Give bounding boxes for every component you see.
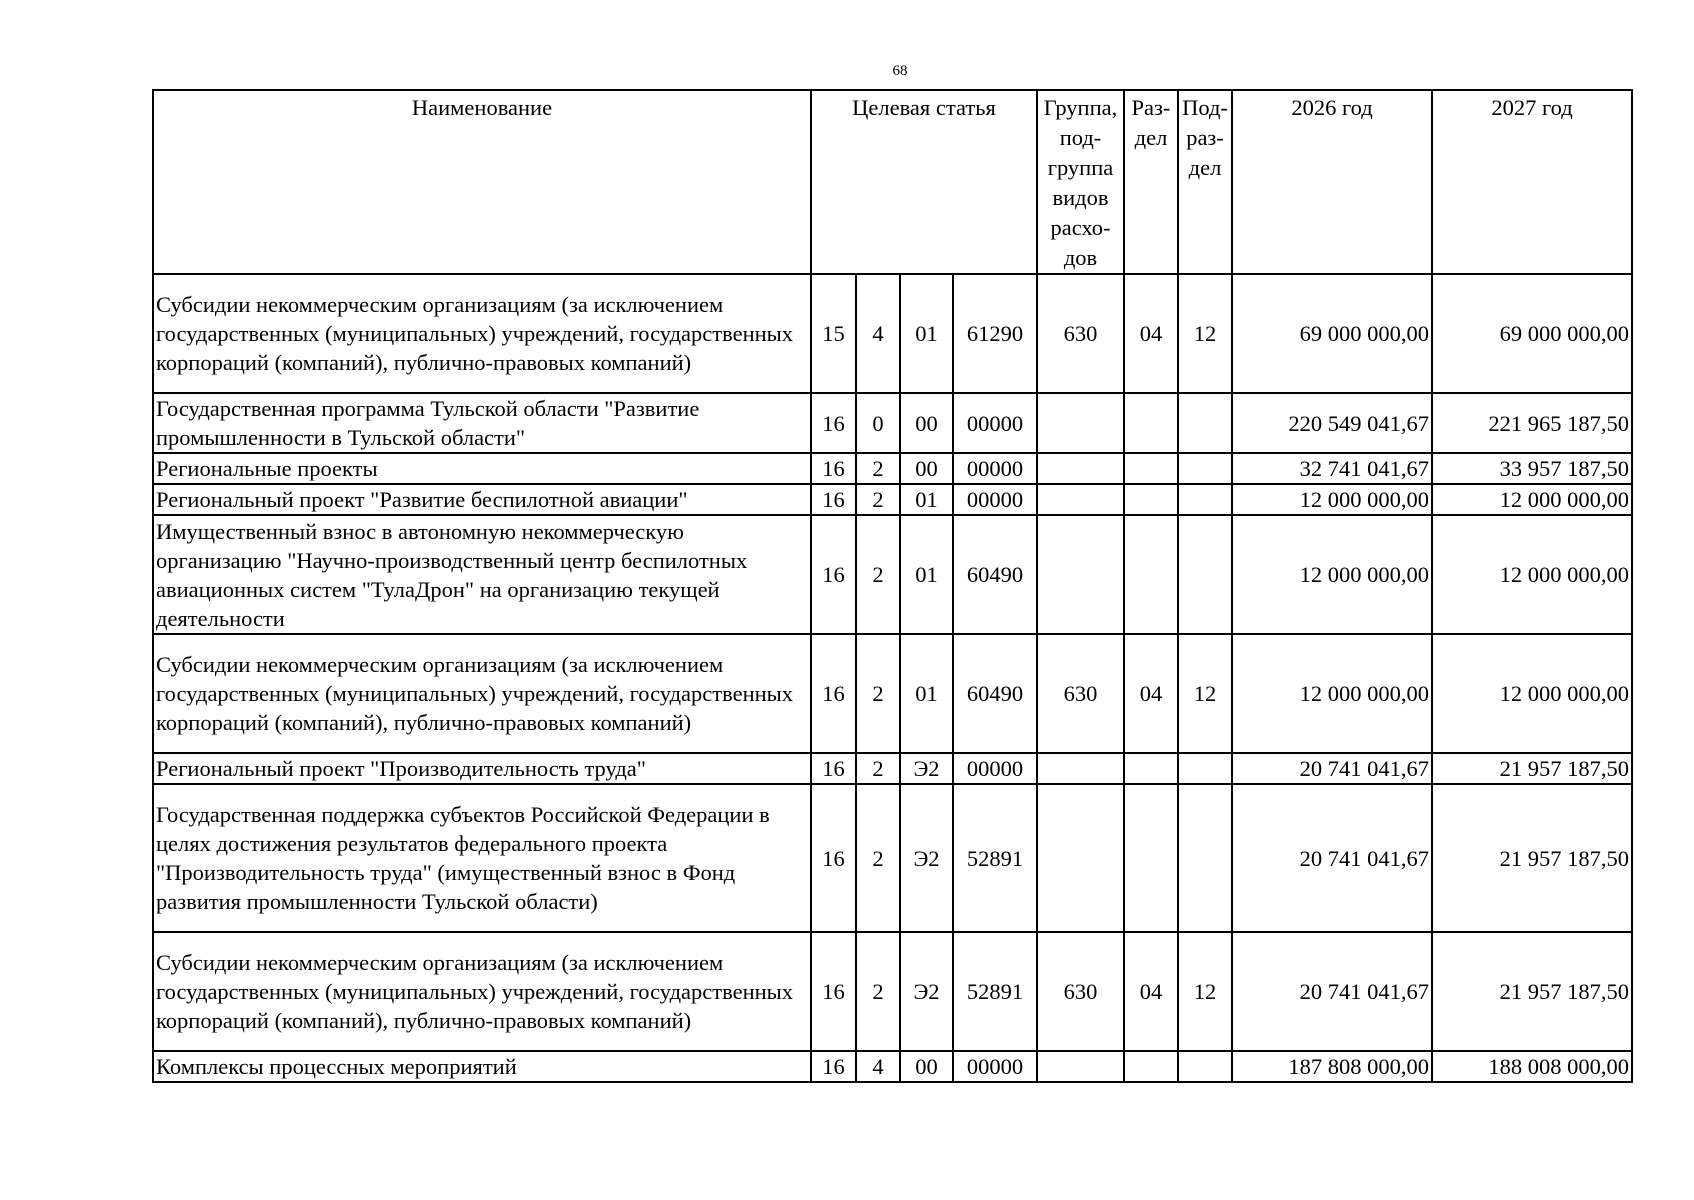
header-expense-group: Группа, под-группа видов расхо-дов	[1037, 90, 1124, 274]
expense-group: 630	[1037, 634, 1124, 753]
code-type: 2	[856, 753, 900, 784]
subsection	[1178, 453, 1232, 484]
header-row	[153, 90, 1632, 274]
expense-group	[1037, 1051, 1124, 1082]
code-direction: 60490	[953, 634, 1037, 753]
row-name: Комплексы процессных мероприятий	[153, 1051, 811, 1082]
amount-2027: 12 000 000,00	[1432, 484, 1632, 515]
amount-2027: 33 957 187,50	[1432, 453, 1632, 484]
amount-2027: 69 000 000,00	[1432, 274, 1632, 393]
amount-2026: 32 741 041,67	[1232, 453, 1432, 484]
code-program: 16	[811, 634, 856, 753]
code-structural: Э2	[900, 753, 953, 784]
section	[1124, 753, 1178, 784]
amount-2027: 21 957 187,50	[1432, 932, 1632, 1051]
section: 04	[1124, 634, 1178, 753]
expense-group	[1037, 453, 1124, 484]
code-structural: Э2	[900, 784, 953, 932]
table-row	[153, 274, 1632, 393]
code-structural: 01	[900, 274, 953, 393]
code-structural: 01	[900, 484, 953, 515]
code-program: 16	[811, 484, 856, 515]
expense-group: 630	[1037, 274, 1124, 393]
amount-2026: 20 741 041,67	[1232, 753, 1432, 784]
code-structural: 00	[900, 453, 953, 484]
header-year-2027: 2027 год	[1432, 90, 1632, 274]
code-program: 16	[811, 453, 856, 484]
header-name: Наименование	[153, 90, 811, 274]
row-name: Региональный проект "Развитие беспилотной авиации"	[153, 484, 811, 515]
section	[1124, 453, 1178, 484]
header-target-article: Целевая статья	[811, 90, 1037, 274]
table-row	[153, 515, 1632, 634]
subsection	[1178, 1051, 1232, 1082]
subsection	[1178, 393, 1232, 453]
section	[1124, 1051, 1178, 1082]
header-subsection: Под-раз-дел	[1178, 90, 1232, 274]
expense-group	[1037, 784, 1124, 932]
code-type: 4	[856, 274, 900, 393]
code-direction: 52891	[953, 784, 1037, 932]
code-direction: 52891	[953, 932, 1037, 1051]
row-name: Региональный проект "Производительность труда"	[153, 753, 811, 784]
code-program: 15	[811, 274, 856, 393]
code-program: 16	[811, 753, 856, 784]
amount-2026: 20 741 041,67	[1232, 784, 1432, 932]
page-number: 68	[892, 63, 908, 79]
code-program: 16	[811, 515, 856, 634]
section: 04	[1124, 932, 1178, 1051]
code-program: 16	[811, 393, 856, 453]
amount-2027: 221 965 187,50	[1432, 393, 1632, 453]
code-type: 2	[856, 484, 900, 515]
code-direction: 00000	[953, 453, 1037, 484]
expense-group: 630	[1037, 932, 1124, 1051]
amount-2027: 21 957 187,50	[1432, 753, 1632, 784]
amount-2026: 187 808 000,00	[1232, 1051, 1432, 1082]
row-name: Субсидии некоммерческим организациям (за исключением государственных (муниципальных) учреждений, государственных корпораций (компаний), публично-правовых компаний)	[153, 932, 811, 1051]
header-section: Раз-дел	[1124, 90, 1178, 274]
code-structural: 00	[900, 393, 953, 453]
code-type: 2	[856, 515, 900, 634]
section: 04	[1124, 274, 1178, 393]
table-row	[153, 784, 1632, 932]
amount-2026: 12 000 000,00	[1232, 484, 1432, 515]
row-name: Государственная программа Тульской области "Развитие промышленности в Тульской области"	[153, 393, 811, 453]
table-row	[153, 1051, 1632, 1082]
code-structural: Э2	[900, 932, 953, 1051]
code-type: 0	[856, 393, 900, 453]
code-structural: 01	[900, 515, 953, 634]
code-direction: 00000	[953, 484, 1037, 515]
table-row	[153, 932, 1632, 1051]
section	[1124, 393, 1178, 453]
amount-2026: 69 000 000,00	[1232, 274, 1432, 393]
amount-2027: 188 008 000,00	[1432, 1051, 1632, 1082]
header-year-2026: 2026 год	[1232, 90, 1432, 274]
table-row	[153, 453, 1632, 484]
amount-2027: 21 957 187,50	[1432, 784, 1632, 932]
subsection: 12	[1178, 932, 1232, 1051]
amount-2026: 12 000 000,00	[1232, 634, 1432, 753]
code-type: 2	[856, 784, 900, 932]
subsection	[1178, 484, 1232, 515]
subsection	[1178, 784, 1232, 932]
expense-group	[1037, 393, 1124, 453]
table-row	[153, 634, 1632, 753]
code-direction: 00000	[953, 753, 1037, 784]
code-type: 2	[856, 634, 900, 753]
subsection	[1178, 753, 1232, 784]
code-type: 4	[856, 1051, 900, 1082]
code-structural: 00	[900, 1051, 953, 1082]
expense-group	[1037, 753, 1124, 784]
table-row	[153, 753, 1632, 784]
code-program: 16	[811, 1051, 856, 1082]
amount-2026: 20 741 041,67	[1232, 932, 1432, 1051]
amount-2027: 12 000 000,00	[1432, 634, 1632, 753]
code-direction: 60490	[953, 515, 1037, 634]
code-program: 16	[811, 932, 856, 1051]
budget-table	[152, 89, 1633, 1083]
section	[1124, 784, 1178, 932]
code-type: 2	[856, 453, 900, 484]
code-program: 16	[811, 784, 856, 932]
code-structural: 01	[900, 634, 953, 753]
code-direction: 00000	[953, 393, 1037, 453]
amount-2026: 220 549 041,67	[1232, 393, 1432, 453]
subsection: 12	[1178, 634, 1232, 753]
amount-2026: 12 000 000,00	[1232, 515, 1432, 634]
row-name: Имущественный взнос в автономную некоммерческую организацию "Научно-производственный центр беспилотных авиационных систем "ТулаДрон" на организацию текущей деятельности	[153, 515, 811, 634]
row-name: Субсидии некоммерческим организациям (за исключением государственных (муниципальных) учреждений, государственных корпораций (компаний), публично-правовых компаний)	[153, 274, 811, 393]
code-direction: 61290	[953, 274, 1037, 393]
subsection: 12	[1178, 274, 1232, 393]
row-name: Государственная поддержка субъектов Российской Федерации в целях достижения результатов федерального проекта "Производительность труда" (имущественный взнос в Фонд развития промышленности Тульской области)	[153, 784, 811, 932]
section	[1124, 515, 1178, 634]
table-row	[153, 484, 1632, 515]
section	[1124, 484, 1178, 515]
expense-group	[1037, 515, 1124, 634]
subsection	[1178, 515, 1232, 634]
code-type: 2	[856, 932, 900, 1051]
code-direction: 00000	[953, 1051, 1037, 1082]
table-row	[153, 393, 1632, 453]
row-name: Региональные проекты	[153, 453, 811, 484]
expense-group	[1037, 484, 1124, 515]
row-name: Субсидии некоммерческим организациям (за исключением государственных (муниципальных) учреждений, государственных корпораций (компаний), публично-правовых компаний)	[153, 634, 811, 753]
amount-2027: 12 000 000,00	[1432, 515, 1632, 634]
